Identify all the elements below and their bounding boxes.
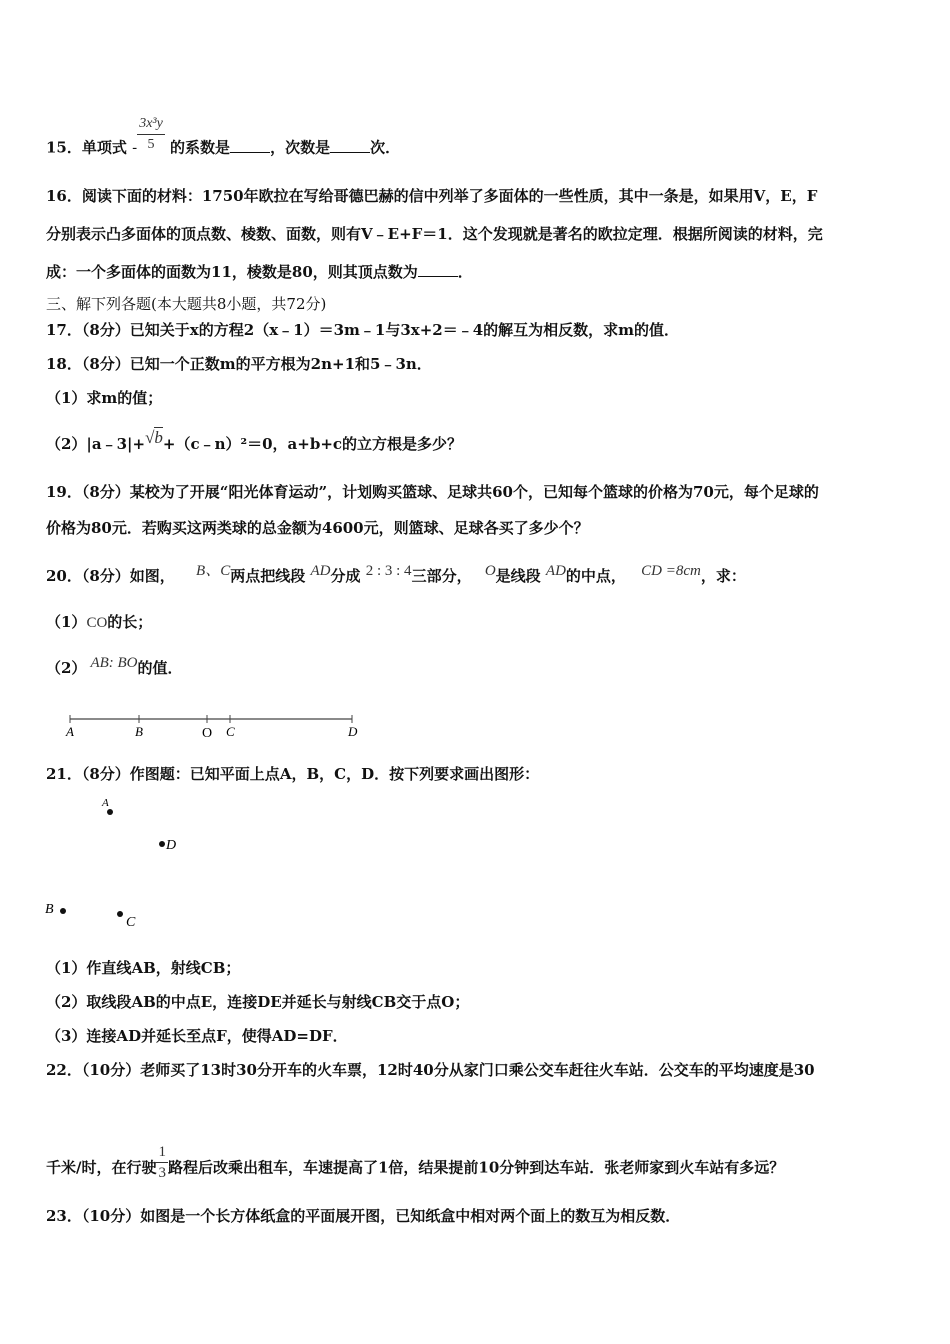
q19-line-1: 19．（8分）某校为了开展“阳光体育运动”，计划购买篮球、足球共60个，已知每个篮球的价格为70元，每个足球的	[46, 483, 819, 501]
q20-g: ，求：	[700, 567, 746, 585]
q16-line-3	[46, 262, 473, 282]
label-o: O	[202, 726, 213, 741]
point-b	[60, 908, 66, 914]
q15-text-c: 次．	[370, 138, 401, 157]
label-point-a: A	[102, 797, 109, 809]
q20-cd: CD =8cm	[641, 563, 701, 579]
q20-c: 分成	[330, 567, 361, 585]
q18-stem: 18．（8分）已知一个正数m的平方根为2n+1和5﹣3n．	[46, 355, 432, 373]
q18-part-2	[46, 428, 463, 454]
q22-frac-den: 3	[158, 1165, 166, 1181]
q16-line-3-text: 成：一个多面体的面数为11，棱数是80，则其顶点数为	[46, 263, 418, 281]
q20-e: 是线段	[495, 567, 541, 585]
q16-line-2: 分别表示凸多面体的顶点数、棱数、面数，则有V﹣E+F＝1．这个发现就是著名的欧拉定理．根据所阅读的材料，完	[46, 225, 823, 243]
q15-text-b: ，次数是	[270, 138, 331, 157]
points-figure	[40, 792, 240, 932]
q21-part-3: （3）连接AD并延长至点F，使得AD=DF．	[46, 1027, 348, 1045]
q22-line-2-a: 千米/时，在行驶	[46, 1158, 157, 1177]
label-c: C	[226, 724, 235, 739]
q20-d: 三部分，	[411, 567, 472, 585]
q15-text-a: 的系数是	[170, 138, 231, 157]
section-3-heading: 三、解下列各题(本大题共8小题，共72分)	[46, 295, 327, 313]
sqrt-b: √b	[145, 428, 163, 447]
q18-p2-c: +（c﹣n）²＝0，a+b+c的立方根是多少？	[162, 435, 463, 453]
q20-stem	[46, 563, 746, 587]
label-a: A	[66, 724, 74, 739]
q18-part-1: （1）求m的值；	[46, 389, 163, 407]
q15-blank-2	[330, 152, 370, 153]
q20-ad: AD	[310, 563, 331, 579]
label-d: D	[348, 724, 358, 739]
q20-b: 两点把线段	[230, 567, 306, 585]
q16-blank	[418, 276, 458, 277]
q20-ad2: AD	[545, 563, 566, 579]
q21-stem: 21．（8分）作图题：已知平面上点A，B，C，D．按下列要求画出图形：	[46, 765, 540, 783]
point-c	[117, 911, 123, 917]
q15-fraction	[137, 114, 165, 155]
q20-bc: B、C	[196, 563, 231, 579]
q20-part-1	[46, 612, 152, 633]
q20-part-2	[46, 655, 183, 679]
q15-frac-num: 3x³y	[137, 114, 165, 135]
q20-f: 的中点，	[565, 567, 626, 585]
q20-p2-c: 的值．	[137, 659, 183, 677]
q22-fraction	[156, 1142, 168, 1183]
q20-p1-a: （1）	[46, 613, 87, 631]
point-d	[159, 841, 165, 847]
q16-line-3-end: ．	[457, 263, 473, 281]
q20-p2-a: （2）	[46, 659, 87, 677]
q20-p1-c: 的长；	[107, 613, 153, 631]
q15-blank-1	[230, 152, 270, 153]
q22-line-2-b: 路程后改乘出租车，车速提高了1倍，结果提前10分钟到达车站．张老师家到火车站有多远？	[167, 1158, 785, 1177]
q15-frac-den: 5	[147, 137, 155, 152]
q20-o: O	[484, 563, 496, 579]
question-23: 23．（10分）如图是一个长方体纸盒的平面展开图，已知纸盒中相对两个面上的数互为相反数．	[46, 1207, 681, 1225]
question-15: 15．单项式 - $\frac{\text{3x³y}}{5}$ 的系数是 ，次数是 次．	[46, 116, 401, 157]
label-point-d: D	[166, 838, 177, 853]
q22-line-2	[46, 1144, 785, 1189]
q20-a: 20．（8分）如图，	[46, 567, 175, 585]
q20-ratio: 2 : 3 : 4	[365, 563, 412, 579]
q22-line-1: 22．（10分）老师买了13时30分开车的火车票，12时40分从家门口乘公交车赶往火车站．公交车的平均速度是30	[46, 1061, 815, 1079]
q19-line-2: 价格为80元．若购买这两类球的总金额为4600元，则篮球、足球各买了多少个？	[46, 519, 589, 537]
q21-part-2: （2）取线段AB的中点E，连接DE并延长与射线CB交于点O；	[46, 993, 470, 1011]
segment-figure	[66, 712, 356, 742]
question-17: 17．（8分）已知关于x的方程2（x﹣1）＝3m﹣1与3x+2＝﹣4的解互为相反数，求m的值．	[46, 321, 680, 339]
label-point-b: B	[45, 902, 54, 917]
q18-p2-a: （2）|a﹣3|+	[46, 435, 146, 453]
q15-prefix: 15．单项式	[46, 138, 127, 157]
q20-p2-b: AB: BO	[90, 655, 138, 671]
label-point-c: C	[126, 915, 136, 930]
q22-frac-num: 1	[156, 1142, 168, 1163]
label-b: B	[135, 724, 143, 739]
q20-p1-b: CO	[86, 615, 108, 631]
q21-part-1: （1）作直线AB，射线CB；	[46, 959, 241, 977]
q16-line-1: 16．阅读下面的材料：1750年欧拉在写给哥德巴赫的信中列举了多面体的一些性质，其中一条是，如果用V，E，F	[46, 187, 818, 205]
point-a	[107, 809, 113, 815]
